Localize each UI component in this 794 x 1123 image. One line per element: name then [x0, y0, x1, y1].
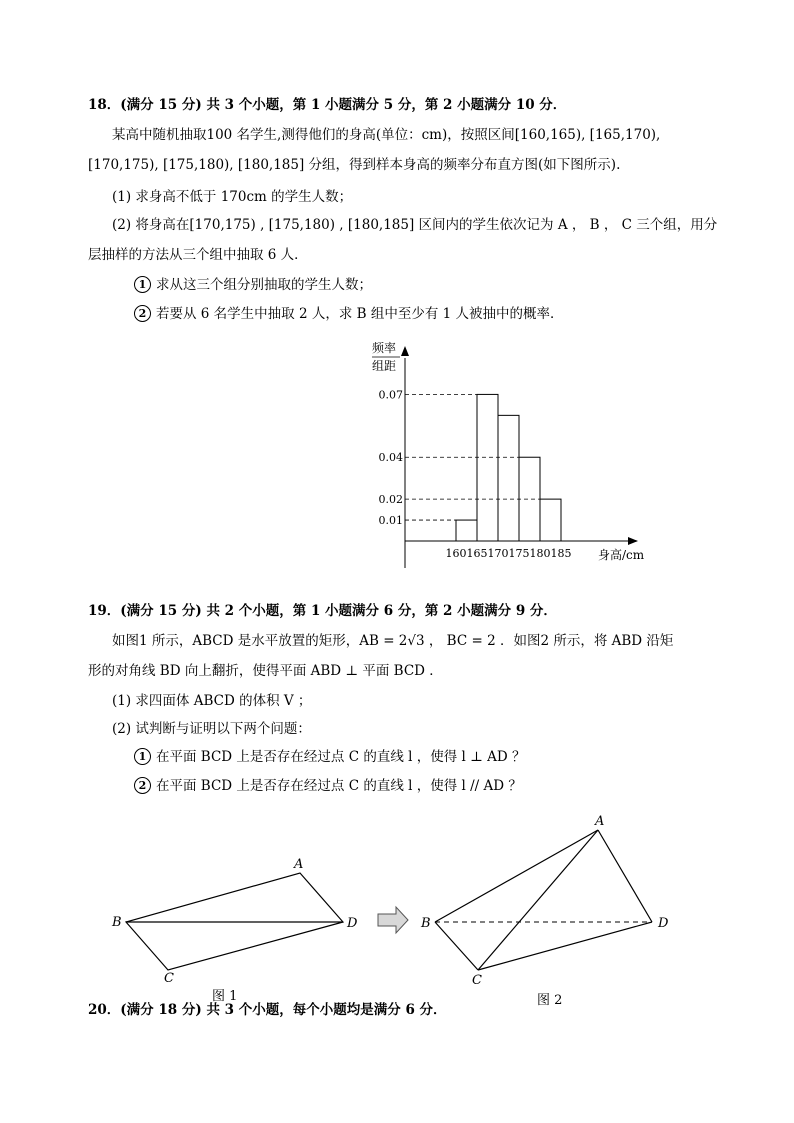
label-d: D: [658, 916, 669, 931]
q19-part1: (1) 求四面体 ABCD 的体积 V ；: [112, 693, 312, 709]
geometry-figures: [0, 810, 794, 1020]
q18-sub2-text: 若要从 6 名学生中抽取 2 人，求 B 组中至少有 1 人被抽中的概率．: [156, 306, 564, 322]
x-tick-label: 180: [529, 547, 551, 560]
x-tick-label: 160: [445, 547, 467, 560]
q19-stem-line1: 如图1 所示，ABCD 是水平放置的矩形，AB = 2√3 ， BC = 2 ．如图2 所示，将 ABD 沿矩: [112, 633, 674, 649]
label-b: B: [421, 916, 431, 931]
q19-sub1-text: 在平面 BCD 上是否存在经过点 C 的直线 l ，使得 l ⊥ AD ？: [156, 749, 526, 765]
edge-ba: [435, 830, 598, 922]
q19-header: 19．(满分 15 分) 共 2 个小题，第 1 小题满分 6 分，第 2 小题满分 9 分．: [88, 603, 557, 619]
q18-stem-line1: 某高中随机抽取100 名学生,测得他们的身高(单位：cm)，按照区间[160,165), [165,170),: [112, 127, 661, 143]
q18-sub1-text: 求从这三个组分别抽取的学生人数；: [156, 277, 372, 293]
histogram-bar: [477, 394, 498, 541]
y-tick-label: 0.07: [378, 388, 403, 402]
q19-sub2-text: 在平面 BCD 上是否存在经过点 C 的直线 l ，使得 l // AD ？: [156, 778, 522, 794]
edge-ac: [478, 830, 598, 970]
histogram-bar: [540, 499, 561, 541]
y-label-bottom: 组距: [372, 359, 397, 373]
fig1-caption: 图 1: [212, 989, 238, 1004]
y-tick-label: 0.01: [378, 514, 403, 528]
label-a: A: [595, 814, 605, 829]
q18-sub2: [134, 305, 564, 323]
q18-part1: (1) 求身高不低于 170cm 的学生人数；: [112, 189, 353, 205]
y-label-top: 频率: [372, 341, 397, 355]
label-c: C: [164, 971, 174, 986]
figure-2: [420, 814, 669, 1008]
x-tick-label: 170: [487, 547, 509, 560]
histogram-bar: [456, 520, 477, 541]
q20-header: 20．(满分 18 分) 共 3 个小题，每个小题均是满分 6 分．: [88, 1002, 447, 1018]
circled-number: 1: [134, 748, 151, 765]
q19-sub1: [134, 748, 525, 766]
edge-cd: [478, 922, 652, 970]
x-tick-label: 175: [508, 547, 530, 560]
label-d: D: [347, 916, 358, 931]
x-tick-label: 165: [466, 547, 488, 560]
x-label: 身高/cm: [598, 548, 645, 562]
q18-part2-line2: 层抽样的方法从三个组中抽取 6 人．: [88, 247, 308, 263]
y-tick-label: 0.02: [378, 493, 403, 507]
circled-number: 2: [134, 777, 151, 794]
label-c: C: [472, 973, 482, 988]
q19-part2: (2) 试判断与证明以下两个问题：: [112, 721, 311, 737]
q18-stem-line2: [170,175), [175,180), [180,185] 分组，得到样本身高的频率分布直方图(如下图所示).: [88, 157, 621, 173]
q18-header: 18．(满分 15 分) 共 3 个小题，第 1 小题满分 5 分，第 2 小题满分 10 分．: [88, 97, 567, 113]
x-tick-label: 185: [550, 547, 572, 560]
label-b: B: [112, 915, 122, 930]
histogram-bar: [519, 457, 540, 541]
y-tick-label: 0.04: [378, 451, 403, 465]
label-a: A: [294, 857, 304, 872]
edge-ad: [598, 830, 652, 922]
x-axis-arrow: [628, 537, 638, 545]
y-axis-arrow: [401, 346, 409, 356]
edge-bc: [435, 922, 478, 970]
circled-number: 1: [134, 276, 151, 293]
figure-1: [111, 857, 358, 1004]
frequency-histogram: [370, 338, 670, 578]
q19-sub2: [134, 777, 522, 795]
fig2-caption: 图 2: [537, 993, 563, 1008]
circled-number: 2: [134, 305, 151, 322]
q19-stem-line2: 形的对角线 BD 向上翻折，使得平面 ABD ⊥ 平面 BCD ．: [88, 663, 443, 679]
histogram-bar: [498, 415, 519, 541]
q18-part2-line1: (2) 将身高在[170,175) , [175,180) , [180,185] 区间内的学生依次记为 A ， B ， C 三个组，用分: [112, 217, 718, 233]
arrow-right-icon: [378, 907, 408, 933]
q18-sub1: [134, 276, 372, 294]
